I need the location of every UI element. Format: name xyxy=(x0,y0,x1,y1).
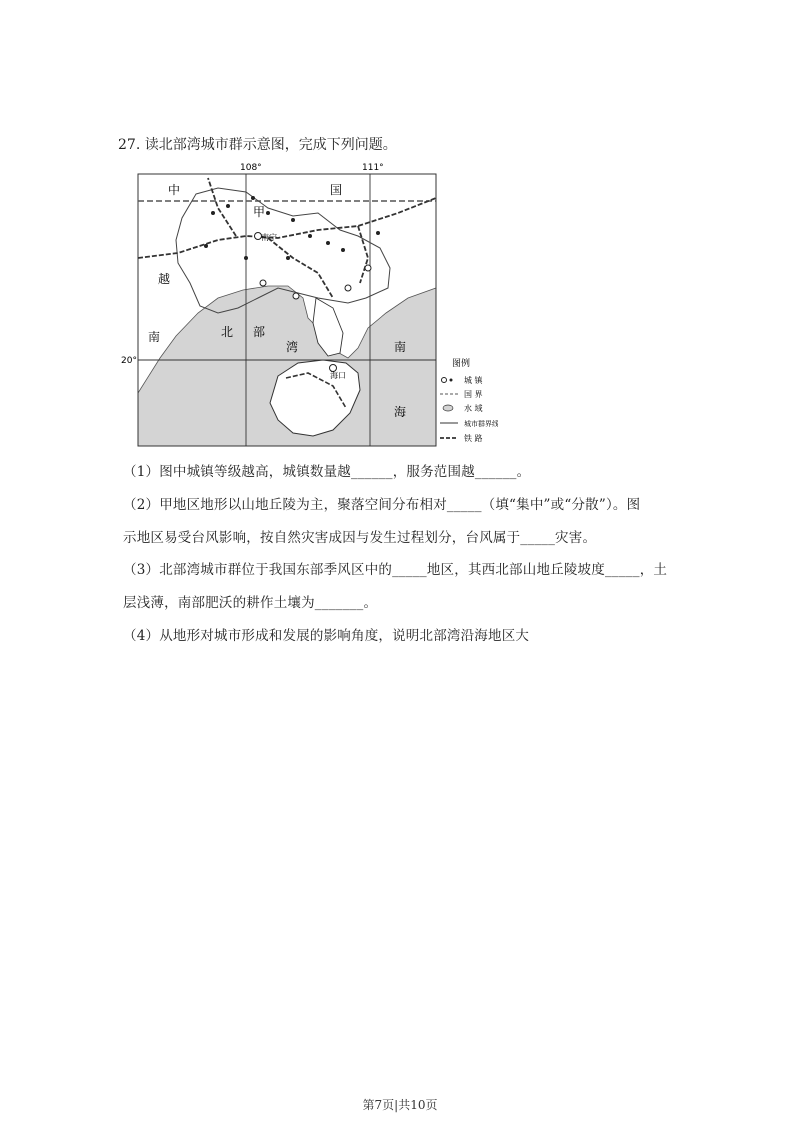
question-title: 27. 读北部湾城市群示意图，完成下列问题。 xyxy=(118,137,397,153)
city xyxy=(365,265,371,271)
label-haikou: 海口 xyxy=(330,371,346,380)
question-3-continued: 层浅薄，南部肥沃的耕作土壤为_______。 xyxy=(123,595,378,611)
town xyxy=(376,231,380,235)
town xyxy=(251,196,255,200)
lon-label-108: 108° xyxy=(240,163,262,173)
town xyxy=(204,244,208,248)
town xyxy=(291,218,295,222)
label-wan: 湾 xyxy=(286,340,299,354)
label-bei: 北 xyxy=(221,325,234,339)
city xyxy=(293,293,299,299)
label-nanning: 南宁 xyxy=(261,233,277,242)
legend-water-symbol xyxy=(443,405,453,411)
lat-label-20: 20° xyxy=(121,356,137,366)
question-2-continued: 示地区易受台风影响，按自然灾害成因与发生过程划分，台风属于_____灾害。 xyxy=(123,530,597,546)
town xyxy=(244,256,248,260)
legend-item-border: 国 界 xyxy=(464,390,483,399)
legend xyxy=(440,357,498,443)
town xyxy=(211,211,215,215)
town xyxy=(286,256,290,260)
railway xyxy=(358,226,368,283)
label-yue: 越 xyxy=(158,272,171,286)
lon-label-111: 111° xyxy=(362,163,384,173)
label-nan-sea: 南 xyxy=(394,340,407,354)
town xyxy=(341,248,345,252)
label-bu: 部 xyxy=(253,325,266,339)
legend-item-railway: 铁 路 xyxy=(464,434,483,443)
city xyxy=(260,280,266,286)
page-footer: 第7页|共10页 xyxy=(362,1098,438,1112)
question-4: （4）从地形对城市形成和发展的影响角度，说明北部湾沿海地区大 xyxy=(123,628,530,644)
label-zhong: 中 xyxy=(168,183,181,197)
railway xyxy=(138,198,436,258)
label-guo: 国 xyxy=(330,183,343,197)
town xyxy=(266,211,270,215)
legend-city-symbol xyxy=(442,378,447,383)
city xyxy=(345,285,351,291)
legend-title: 图例 xyxy=(452,359,471,369)
legend-town-symbol xyxy=(450,379,453,382)
question-2: （2）甲地区地形以山地丘陵为主，聚落空间分布相对_____（填“集中”或“分散”）。图 xyxy=(123,497,641,513)
town xyxy=(226,204,230,208)
railway xyxy=(208,178,236,236)
label-nan: 南 xyxy=(148,330,161,344)
label-jia: 甲 xyxy=(253,205,266,219)
town xyxy=(308,234,312,238)
question-1: （1）图中城镇等级越高，城镇数量越______，服务范围越______。 xyxy=(123,464,531,480)
beibu-gulf-map xyxy=(118,158,498,450)
label-hai: 海 xyxy=(394,405,407,419)
legend-item-town: 城 镇 xyxy=(464,376,483,385)
town xyxy=(326,241,330,245)
question-3: （3）北部湾城市群位于我国东部季风区中的_____地区，其西北部山地丘陵坡度_____，土 xyxy=(123,562,668,578)
legend-item-boundary: 城市群界线 xyxy=(464,420,498,428)
legend-item-water: 水 域 xyxy=(464,404,483,413)
